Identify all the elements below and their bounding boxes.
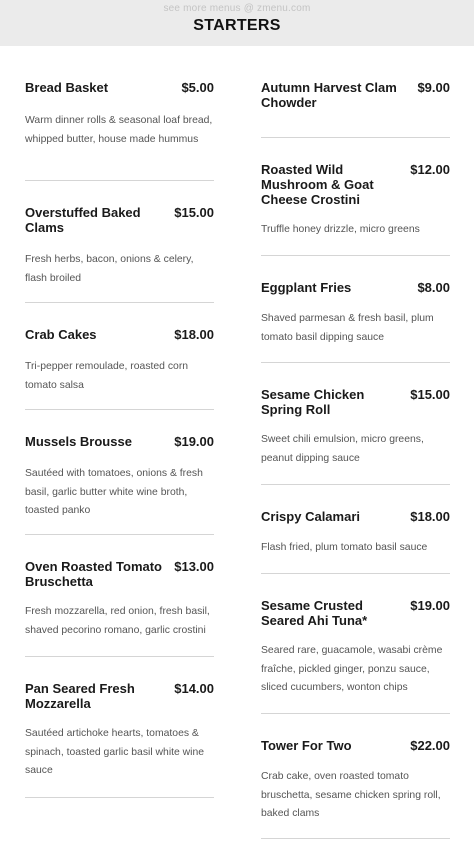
menu-header (0, 0, 474, 46)
item-price: $15.00 (410, 387, 450, 402)
item-price: $5.00 (181, 80, 214, 95)
item-description: Truffle honey drizzle, micro greens (261, 224, 420, 235)
item-divider (25, 180, 214, 181)
item-price: $12.00 (410, 162, 450, 177)
item-description: Sautéed artichoke hearts, tomatoes & spinach, toasted garlic basil white wine sauce (25, 728, 205, 776)
section-title: STARTERS (193, 17, 281, 34)
item-divider (25, 797, 214, 798)
menu-item-bruschetta (25, 559, 214, 640)
item-price: $15.00 (174, 205, 214, 220)
item-price: $18.00 (410, 509, 450, 524)
menu-item-fresh-mozzarella (25, 681, 214, 781)
item-description: Warm dinner rolls & seasonal loaf bread, whipped butter, house made hummus (25, 115, 213, 145)
menu-item-ahi-tuna (261, 598, 450, 698)
watermark-text: see more menus @ zmenu.com (163, 3, 311, 14)
item-divider (25, 302, 214, 303)
item-name: Sesame Crusted Seared Ahi Tuna* (261, 598, 368, 628)
menu-item-mushroom-crostini (261, 162, 450, 240)
menu-item-clam-chowder (261, 80, 450, 110)
menu-item-tower-for-two (261, 738, 450, 824)
menu-item-crispy-calamari (261, 509, 450, 558)
item-description: Sautéed with tomatoes, onions & fresh basil, garlic butter white wine broth, toasted panko (25, 468, 203, 516)
item-divider (261, 362, 450, 363)
menu-item-bread-basket (25, 80, 214, 149)
item-price: $22.00 (410, 738, 450, 753)
item-divider (261, 573, 450, 574)
item-name: Roasted Wild Mushroom & Goat Cheese Crostini (261, 162, 374, 207)
item-price: $19.00 (410, 598, 450, 613)
item-name: Mussels Brousse (25, 434, 132, 449)
item-divider (25, 534, 214, 535)
item-name: Pan Seared Fresh Mozzarella (25, 681, 135, 711)
item-name: Sesame Chicken Spring Roll (261, 387, 365, 417)
item-name: Crab Cakes (25, 327, 97, 342)
item-divider (25, 409, 214, 410)
item-divider (261, 713, 450, 714)
menu-item-mussels-brousse (25, 434, 214, 521)
item-name: Bread Basket (25, 80, 109, 95)
item-price: $13.00 (174, 559, 214, 574)
menu-item-chicken-spring-roll (261, 387, 450, 468)
menu-item-baked-clams (25, 205, 214, 288)
item-divider (261, 137, 450, 138)
item-price: $19.00 (174, 434, 214, 449)
item-description: Sweet chili emulsion, micro greens, peanut dipping sauce (261, 434, 424, 464)
item-price: $14.00 (174, 681, 214, 696)
item-description: Shaved parmesan & fresh basil, plum tomato basil dipping sauce (261, 313, 434, 343)
item-price: $9.00 (417, 80, 450, 95)
item-name: Eggplant Fries (261, 280, 352, 295)
item-description: Fresh herbs, bacon, onions & celery, flash broiled (25, 254, 194, 284)
item-name: Oven Roasted Tomato Bruschetta (25, 559, 163, 589)
item-name: Overstuffed Baked Clams (25, 205, 141, 235)
item-description: Fresh mozzarella, red onion, fresh basil, shaved pecorino romano, garlic crostini (25, 606, 210, 636)
menu-item-eggplant-fries (261, 280, 450, 347)
item-name: Crispy Calamari (261, 509, 360, 524)
item-description: Crab cake, oven roasted tomato bruschetta, sesame chicken spring roll, baked clams (261, 771, 441, 819)
item-price: $18.00 (174, 327, 214, 342)
item-description: Seared rare, guacamole, wasabi crème fraîche, pickled ginger, ponzu sauce, sliced cucumbers, wonton chips (261, 645, 443, 693)
item-divider (25, 656, 214, 657)
menu-item-crab-cakes (25, 327, 214, 395)
item-name: Tower For Two (261, 738, 352, 753)
item-divider (261, 255, 450, 256)
item-divider (261, 484, 450, 485)
item-description: Flash fried, plum tomato basil sauce (261, 542, 428, 553)
item-name: Autumn Harvest Clam Chowder (261, 80, 397, 110)
item-divider (261, 838, 450, 839)
item-description: Tri-pepper remoulade, roasted corn tomato salsa (25, 361, 189, 391)
item-price: $8.00 (417, 280, 450, 295)
